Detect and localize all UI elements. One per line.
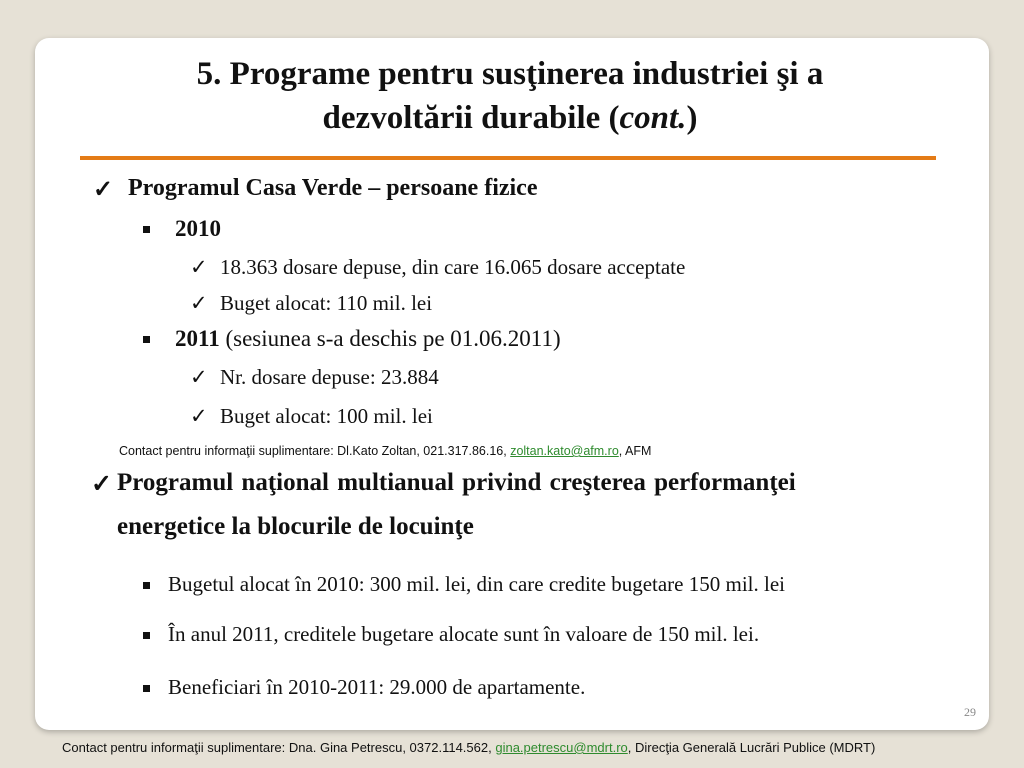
year-2011-note: (sesiunea s-a deschis pe 01.06.2011) — [219, 326, 561, 351]
section1-contact — [119, 444, 651, 458]
year-2010-label: 2010 — [175, 216, 221, 241]
square-bullet-icon — [143, 582, 150, 589]
check-icon: ✓ — [190, 404, 208, 428]
section2-item: În anul 2011, creditele bugetare alocate sunt în valoare de 150 mil. lei. — [168, 622, 760, 646]
square-bullet-icon — [143, 685, 150, 692]
year-2011-label: 2011 — [175, 326, 220, 351]
section1-contact-prefix: Contact pentru informaţii suplimentare: Dl.Kato Zoltan, 021.317.86.16, — [119, 444, 511, 458]
square-bullet-icon — [143, 336, 150, 343]
footer-contact-email-link[interactable]: gina.petrescu@mdrt.ro — [495, 740, 628, 755]
check-icon: ✓ — [93, 177, 114, 203]
square-bullet-icon — [143, 226, 150, 233]
check-icon: ✓ — [190, 291, 208, 315]
title-line-1: 5. Programe pentru susţinerea industriei şi a — [196, 56, 824, 92]
title-divider — [80, 156, 936, 160]
footer-contact — [62, 740, 875, 755]
section2-heading-line1: Programul naţional multianual privind creşterea performanţei — [117, 469, 796, 496]
section2-item: Bugetul alocat în 2010: 300 mil. lei, din care credite bugetare 150 mil. lei — [168, 572, 785, 596]
year-2011-item: Buget alocat: 100 mil. lei — [220, 404, 433, 428]
check-icon: ✓ — [190, 365, 208, 389]
year-2011-line — [175, 326, 561, 352]
section1-heading: Programul Casa Verde – persoane fizice — [128, 175, 538, 201]
title-line-2 — [85, 96, 935, 140]
year-2010-item: Buget alocat: 110 mil. lei — [220, 291, 433, 315]
check-icon: ✓ — [190, 255, 208, 279]
footer-contact-suffix: , Direcţia Generală Lucrări Publice (MDRT) — [627, 740, 876, 755]
section1-contact-email-link[interactable]: zoltan.kato@afm.ro — [510, 444, 619, 458]
section1-contact-suffix: , AFM — [618, 444, 652, 458]
page-number: 29 — [964, 705, 976, 719]
footer-contact-prefix: Contact pentru informaţii suplimentare: Dna. Gina Petrescu, 0372.114.562, — [62, 740, 496, 755]
title-line-2-text: dezvoltării durabile ( — [322, 100, 620, 136]
square-bullet-icon — [143, 632, 150, 639]
title-line-2-italic: cont. — [619, 100, 687, 136]
year-2010-item: 18.363 dosare depuse, din care 16.065 dosare acceptate — [220, 255, 686, 279]
title-line-2-close: ) — [686, 100, 698, 136]
slide-title — [85, 52, 935, 140]
year-2011-item: Nr. dosare depuse: 23.884 — [220, 365, 439, 389]
section2-item: Beneficiari în 2010-2011: 29.000 de apartamente. — [168, 675, 586, 699]
check-icon: ✓ — [91, 471, 112, 498]
section2-heading-line2: energetice la blocurile de locuinţe — [117, 513, 474, 540]
